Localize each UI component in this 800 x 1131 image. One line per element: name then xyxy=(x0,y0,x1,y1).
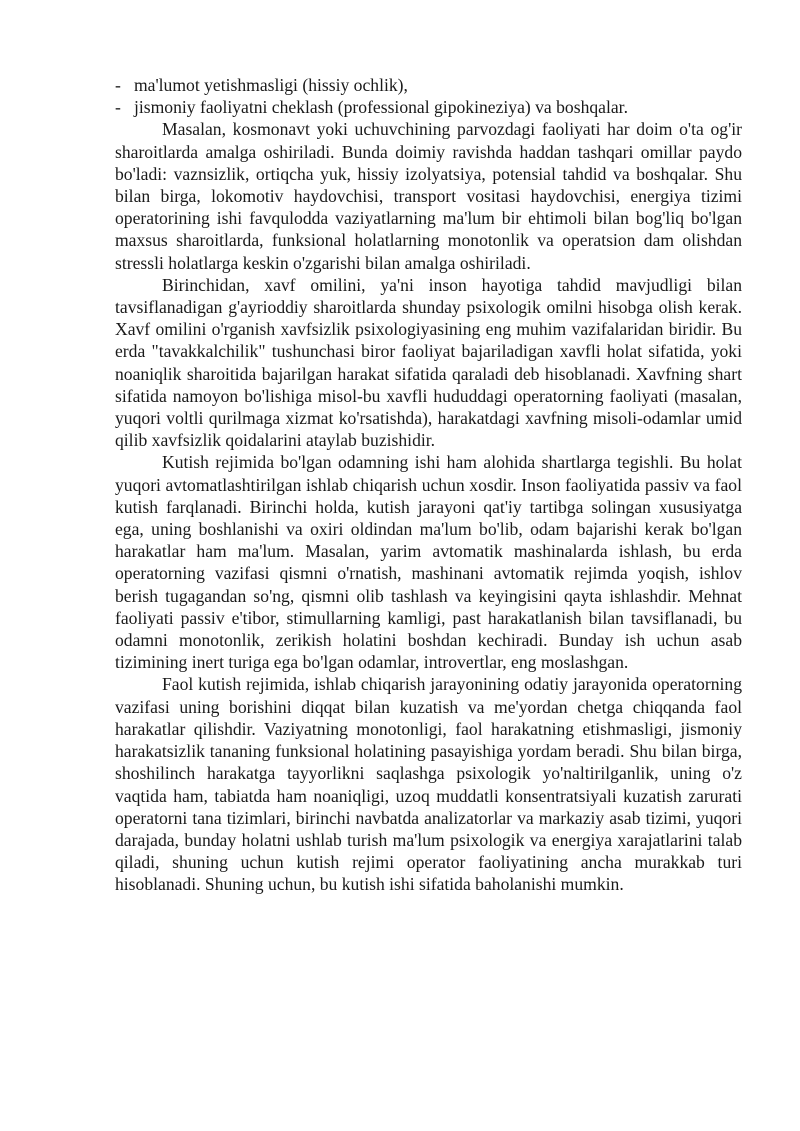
document-page xyxy=(115,74,742,896)
list-item-text: jismoniy faoliyatni cheklash (professional gipokineziya) va boshqalar. xyxy=(134,97,628,118)
paragraph: Birinchidan, xavf omilini, ya'ni inson hayotiga tahdid mavjudligi bilan tavsiflanadigan g'ayrioddiy sharoitlarda shunday psixologik omilni hisobga olish kerak. Xavf omilini o'rganish xavfsizlik psixologiyasining eng muhim vazifalaridan biridir. Bu erda "tavakkalchilik" tushunchasi biror faoliyat bajariladigan xavfli holat sifatida, yoki noaniqlik sharoitida bajarilgan harakat sifatida qaraladi deb hisoblanadi. Xavfning shart sifatida namoyon bo'lishiga misol-bu xavfli hududdagi operatorning faoliyati (masalan, yuqori voltli qurilmaga xizmat ko'rsatishda), harakatdagi xavfning misoli-odamlar umid qilib xavfsizlik qoidalarini ataylab buzishidir. xyxy=(115,274,742,451)
paragraph: Masalan, kosmonavt yoki uchuvchining parvozdagi faoliyati har doim o'ta og'ir sharoitlarda amalga oshiriladi. Bunda doimiy ravishda haddan tashqari omillar paydo bo'ladi: vaznsizlik, ortiqcha yuk, hissiy izolyatsiya, potensial tahdid va boshqalar. Shu bilan birga, lokomotiv haydovchisi, transport vositasi haydovchisi, energiya tizimi operatorining ishi favqulodda vaziyatlarning ma'lum bir ehtimoli bilan bog'liq bo'lgan maxsus sharoitlarda, funksional holatlarning monotonlik va operatsion dam olishdan stressli holatlarga keskin o'zgarishi bilan amalga oshiriladi. xyxy=(115,119,742,273)
list-item xyxy=(115,74,742,96)
list-item xyxy=(115,96,742,118)
paragraph: Faol kutish rejimida, ishlab chiqarish jarayonining odatiy jarayonida operatorning vazifasi uning borishini diqqat bilan kuzatish va me'yordan chetga chiqqanda faol harakatlar qilishdir. Vaziyatning monotonligi, faol harakatning etishmasligi, jismoniy harakatsizlik tananing funksional holatining pasayishiga yordam beradi. Shu bilan birga, shoshilinch harakatga tayyorlikni saqlashga psixologik yo'naltirilganlik, uning o'z vaqtida ham, tabiatda ham noaniqligi, uzoq muddatli konsentratsiyali kuzatish zarurati operatorni tana tizimlari, birinchi navbatda analizatorlar va markaziy asab tizimi, yuqori darajada, bunday holatni ushlab turish ma'lum psixologik va energiya xarajatlarini talab qiladi, shuning uchun kutish rejimi operator faoliyatining ancha murakkab turi hisoblanadi. Shuning uchun, bu kutish ishi sifatida baholanishi mumkin. xyxy=(115,674,742,895)
list-marker: - xyxy=(115,97,121,118)
list-item-text: ma'lumot yetishmasligi (hissiy ochlik), xyxy=(134,75,408,95)
list-marker: - xyxy=(115,75,121,95)
paragraph: Kutish rejimida bo'lgan odamning ishi ham alohida shartlarga tegishli. Bu holat yuqori avtomatlashtirilgan ishlab chiqarish uchun xosdir. Inson faoliyatida passiv va faol kutish farqlanadi. Birinchi holda, kutish jarayoni qat'iy tartibga solingan xususiyatga ega, uning boshlanishi va oxiri oldindan ma'lum bo'lib, odam bajarishi kerak bo'lgan harakatlar ham ma'lum. Masalan, yarim avtomatik mashinalarda ishlash, bu erda operatorning vazifasi qismni o'rnatish, mashinani avtomatik rejimda yoqish, ishlov berish tugagandan so'ng, qismni olib tashlash va keyingisini qayta ishlashdir. Mehnat faoliyati passiv e'tibor, stimullarning kamligi, past harakatlanish bilan tavsiflanadi, bu odamni monotonlik, zerikish holatini boshdan kechiradi. Bunday ish uchun asab tizimining inert turiga ega bo'lgan odamlar, introvertlar, eng moslashgan. xyxy=(115,452,742,673)
